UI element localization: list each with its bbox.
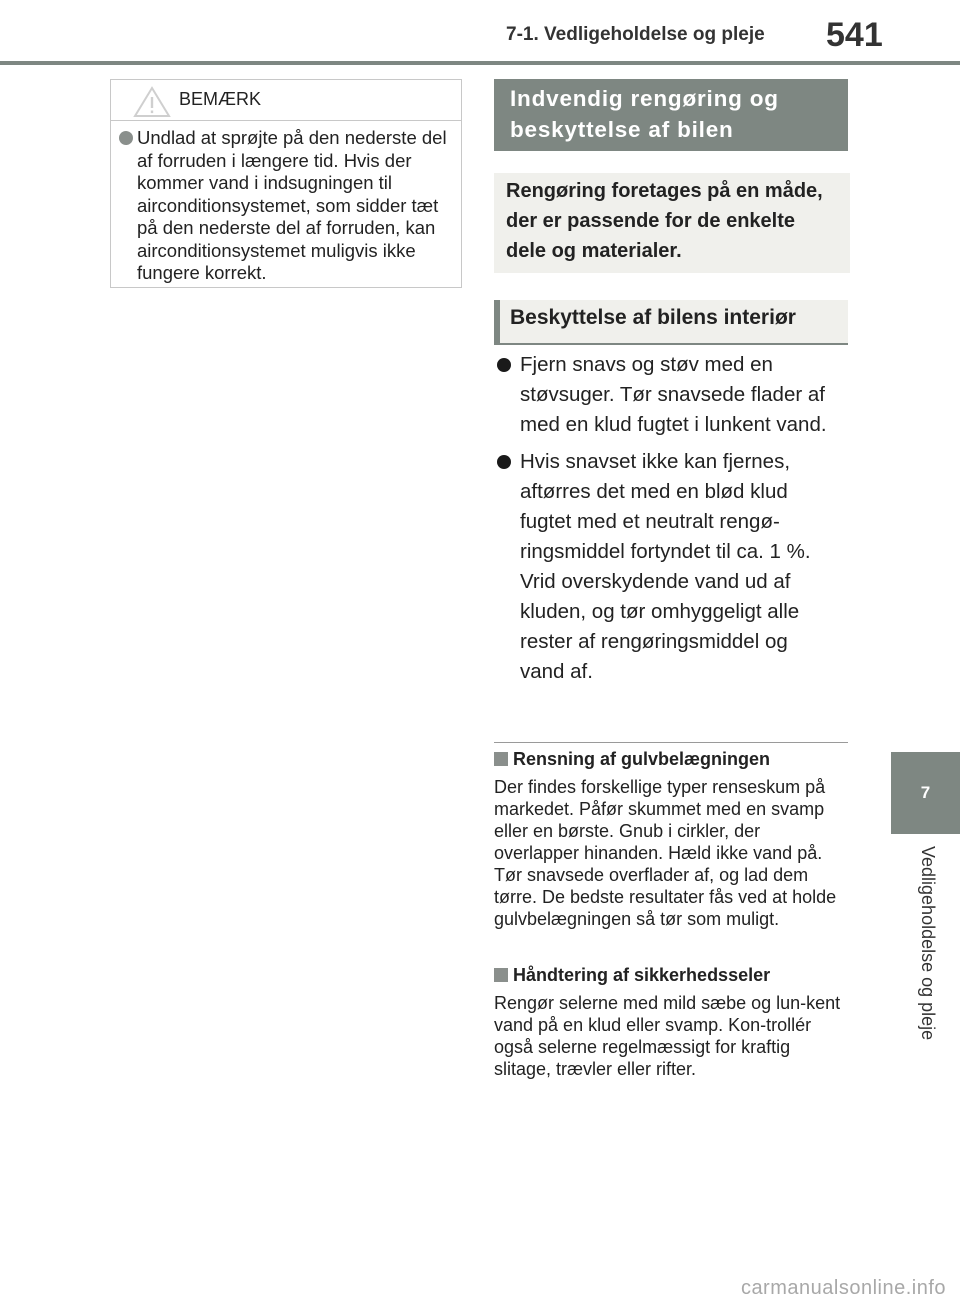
chapter-header: 7-1. Vedligeholdelse og pleje <box>506 24 765 45</box>
topic-title <box>494 965 846 986</box>
list-item-text: Hvis snavset ikke kan fjernes, aftørres det med en blød klud fugtet med et neutralt rengø-ringsmiddel fortyndet til ca. 1 %. Vrid overskydende vand ud af kluden, og tør omhyggeligt alle rester af rengøringsmiddel og vand af. <box>520 450 811 683</box>
topic-title-text: Håndtering af sikkerhedsseler <box>513 965 771 985</box>
notice-text: Undlad at sprøjte på den nederste del af forruden i længere tid. Hvis der kommer vand i indsugningen til airconditionsystemet, som sidder tæt på den nederste del af forruden, kan airconditionsystemet muligvis ikke fungere korrekt. <box>137 127 447 283</box>
list-item <box>494 447 834 687</box>
divider <box>494 742 848 743</box>
notice-body <box>111 121 461 285</box>
notice-header <box>111 80 461 121</box>
topic-seatbelts <box>494 965 846 1080</box>
square-bullet-icon <box>494 752 508 766</box>
notice-title: BEMÆRK <box>179 89 262 109</box>
section-heading: Indvendig rengøring og beskyttelse af bilen <box>494 79 848 151</box>
header-divider <box>0 61 960 65</box>
subsection-heading: Beskyttelse af bilens interiør <box>494 300 848 345</box>
topic-title-text: Rensning af gulvbelægningen <box>513 749 771 769</box>
bullet-list <box>494 350 834 694</box>
bullet-icon <box>497 455 511 469</box>
list-item-text: Fjern snavs og støv med en støvsuger. Tør snavsede flader af med en klud fugtet i lunkent vand. <box>520 353 827 436</box>
chapter-tab-label: Vedligeholdelse og pleje <box>918 846 938 1041</box>
topic-title <box>494 749 846 770</box>
watermark: carmanualsonline.info <box>740 1277 946 1299</box>
notice-box <box>110 79 462 288</box>
topic-text: Rengør selerne med mild sæbe og lun-kent vand på en klud eller svamp. Kon-trollér også selerne regelmæssigt for kraftig slitage, trævler eller rifter. <box>494 993 841 1079</box>
notice-bullet-icon <box>119 131 133 145</box>
page-number: 541 <box>826 16 883 54</box>
square-bullet-icon <box>494 968 508 982</box>
topic-floor-cleaning <box>494 749 846 930</box>
list-item <box>494 350 834 440</box>
chapter-tab: 7 <box>891 752 960 834</box>
topic-text: Der findes forskellige typer renseskum på markedet. Påfør skummet med en svamp eller en børste. Gnub i cirkler, der overlapper hinanden. Hæld ikke vand på. Tør snavsede overflader af, og lad dem tørre. De bedste resultater fås ved at holde gulvbelægningen så tør som muligt. <box>494 777 837 929</box>
intro-box: Rengøring foretages på en måde, der er passende for de enkelte dele og materialer. <box>494 173 850 273</box>
bullet-icon <box>497 358 511 372</box>
warning-triangle-icon <box>133 86 171 118</box>
